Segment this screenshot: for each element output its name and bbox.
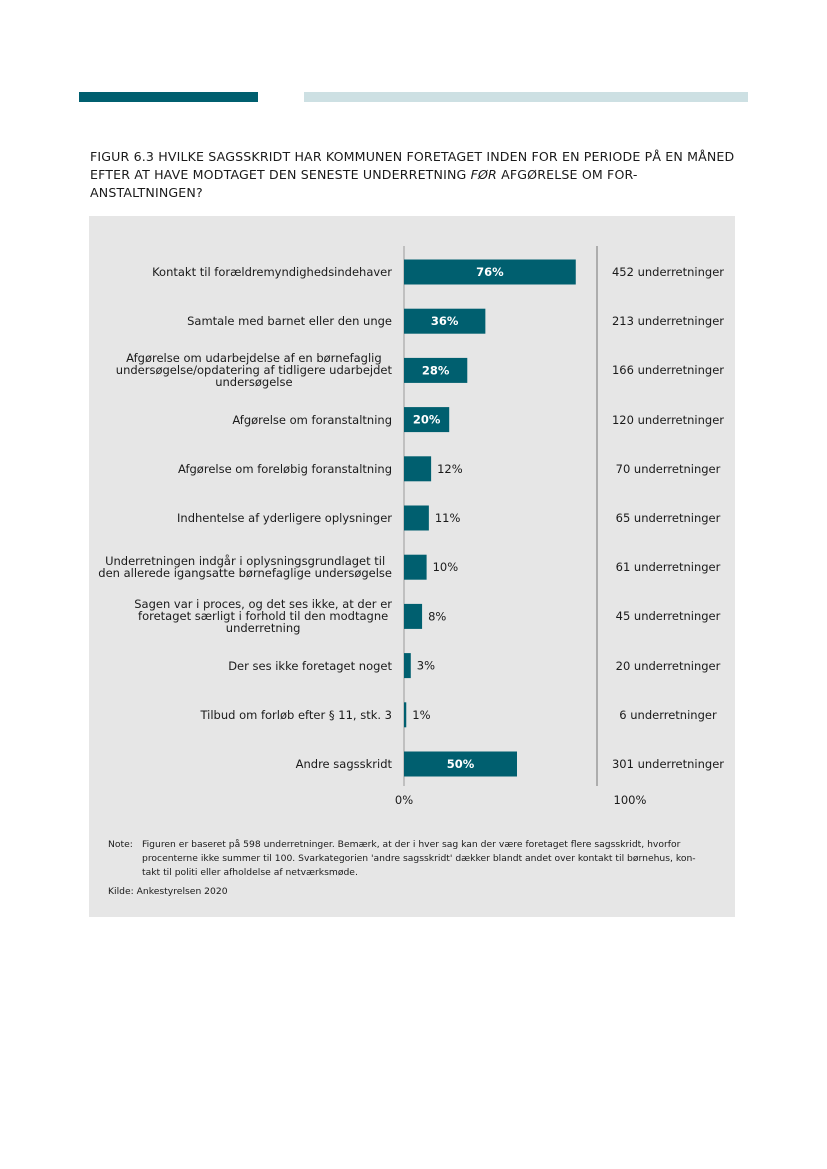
bar-value-label: 10%: [432, 560, 459, 575]
note: [108, 838, 718, 880]
count-label: 120 underretninger: [611, 412, 725, 427]
note-line: Figuren er baseret på 598 underretninger. Bemærk, at der i hver sag kan der være foretaget flere sagsskridt, hvorfor: [142, 839, 681, 850]
bar-value-label: 3%: [416, 658, 436, 673]
bar: [404, 506, 429, 531]
bar-value-label: 36%: [430, 314, 459, 329]
header-band-dark: [79, 92, 258, 102]
count-label: 65 underretninger: [615, 511, 721, 525]
count-label: 20 underretninger: [615, 658, 721, 673]
bar-value-label: 11%: [434, 511, 461, 525]
category-label: Afgørelse om udarbejdelse af en børnefaglig undersøgelse/opdatering af tidligere udarbejdet undersøgelse: [115, 351, 392, 390]
x-tick-label: 100%: [613, 793, 647, 807]
count-label: 6 underretninger: [619, 707, 717, 722]
note-line: takt til politi eller afholdelse af netværksmøde.: [142, 867, 358, 878]
bar-value-label: 50%: [446, 757, 475, 771]
count-label: 61 underretninger: [615, 560, 721, 575]
bar-value-label: 8%: [428, 609, 447, 624]
category-label: Underretningen indgår i oplysningsgrundlaget til den allerede igangsatte børnefaglige undersøgelse: [98, 554, 392, 581]
bar-value-label: 12%: [437, 461, 463, 476]
count-label: 166 underretninger: [611, 363, 725, 378]
source: [108, 886, 228, 897]
category-label: Indhentelse af yderligere oplysninger: [177, 511, 392, 525]
source-label: Kilde:: [108, 886, 134, 897]
count-label: 70 underretninger: [615, 461, 721, 476]
category-label: Der ses ikke foretaget noget: [228, 658, 392, 673]
bar-value-label: 76%: [476, 265, 504, 279]
count-label: 213 underretninger: [611, 314, 725, 329]
bar: [404, 604, 422, 629]
bar: [404, 456, 431, 481]
category-label: Andre sagsskridt: [295, 757, 392, 771]
note-line: procenterne ikke summer til 100. Svarkategorien 'andre sagsskridt' dækker blandt andet over kontakt til børnehus, kon-: [142, 853, 696, 864]
category-label: Tilbud om forløb efter § 11, stk. 3: [200, 707, 392, 722]
count-label: 452 underretninger: [611, 265, 725, 279]
note-label: Note:: [108, 839, 133, 850]
bar: [404, 653, 411, 678]
category-label: Sagen var i proces, og det ses ikke, at der er foretaget særligt i forhold til den modtagne underretning: [134, 597, 392, 636]
bar-value-label: 28%: [421, 363, 450, 378]
bar: [404, 702, 406, 727]
category-label: Samtale med barnet eller den unge: [187, 314, 392, 329]
count-label: 301 underretninger: [611, 757, 725, 771]
source-text: Ankestyrelsen 2020: [136, 886, 228, 897]
bar-value-label: 20%: [412, 412, 441, 427]
chart-panel: [89, 216, 735, 917]
header-band-light: [304, 92, 748, 102]
bar-value-label: 1%: [412, 707, 431, 722]
figure-title: FIGUR 6.3 HVILKE SAGSSKRIDT HAR KOMMUNEN FORETAGET INDEN FOR EN PERIODE PÅ EN MÅNED EFTER AT HAVE MODTAGET DEN SENESTE UNDERRETNING FØR AFGØRELSE OM FOR-ANSTALTNINGEN?: [90, 149, 735, 200]
count-label: 45 underretninger: [615, 609, 721, 624]
bar: [404, 555, 427, 580]
category-label: Afgørelse om foranstaltning: [232, 412, 392, 427]
bar-chart: [89, 216, 735, 826]
category-label: Afgørelse om foreløbig foranstaltning: [178, 461, 392, 476]
x-tick-label: 0%: [394, 793, 414, 807]
category-label: Kontakt til forældremyndighedsindehaver: [152, 265, 392, 279]
